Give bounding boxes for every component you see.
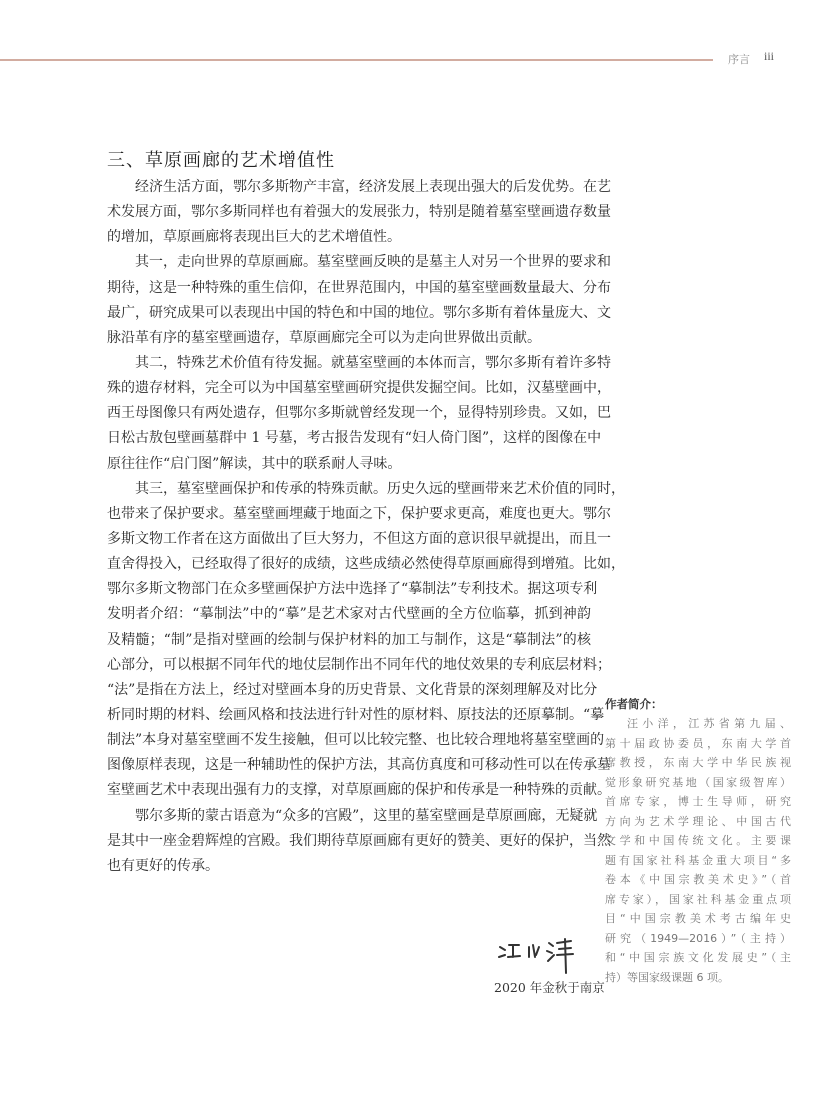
bio-line: 文学和中国传统文化。主要课 (605, 834, 791, 847)
signature-date-place: 2020 年金秋于南京 (494, 980, 605, 995)
bio-line: 目“中国宗教美术考古编年史 (605, 912, 791, 925)
text-line: 发明者介绍：“摹制法”中的“摹”是艺术家对古代壁画的全方位临摹，抓到神韵 (107, 606, 591, 623)
text-line: 其二，特殊艺术价值有待发掘。就墓室壁画的本体而言，鄂尔多斯有着许多特 (135, 354, 611, 371)
text-line: 制法”本身对墓室壁画不发生接触，但可以比较完整、也比较合理地将墓室壁画的 (107, 732, 605, 749)
paragraph (107, 250, 611, 351)
paragraph (107, 804, 611, 879)
paragraph (107, 351, 611, 477)
bio-line: 汪小洋，江苏省第九届、 (627, 717, 791, 730)
bio-line: 研究（1949—2016）”（主持） (605, 931, 791, 945)
bio-line: 首席专家，博士生导师，研究 (605, 795, 791, 808)
bio-line: 第十届政协委员，东南大学首 (605, 736, 791, 750)
running-title: 序言 (728, 53, 750, 66)
text-line: 鄂尔多斯的蒙古语意为“众多的宫殿”，这里的墓室壁画是草原画廊，无疑就 (135, 807, 598, 824)
text-line: 西王母图像只有两处遗存，但鄂尔多斯就曾经发现一个，显得特别珍贵。又如，巴 (107, 405, 611, 422)
text-line: 其一，走向世界的草原画廊。墓室壁画反映的是墓主人对另一个世界的要求和 (135, 254, 611, 271)
text-line: “法”是指在方法上，经过对壁画本身的历史背景、文化背景的深刻理解及对比分 (107, 681, 598, 698)
text-line: 是其中一座金碧辉煌的宫殿。我们期待草原画廊有更好的赞美、更好的保护，当然 (107, 832, 611, 849)
text-line: 心部分，可以根据不同年代的地仗层制作出不同年代的地仗效果的专利底层材料； (107, 656, 611, 673)
text-line: 术发展方面，鄂尔多斯同样也有着强大的发展张力，特别是随着墓室壁画遗存数量 (107, 204, 611, 221)
bio-line: 持）等国家级课题 6 项。 (605, 970, 729, 984)
text-line: 鄂尔多斯文物部门在众多壁画保护方法中选择了“摹制法”专利技术。据这项专利 (107, 581, 598, 598)
text-line: 日松古敖包壁画墓群中 1 号墓，考古报告发现有“妇人倚门图”，这样的图像在中 (107, 430, 602, 447)
header-rule (0, 59, 713, 61)
body-text (107, 175, 625, 879)
text-line: 的增加，草原画廊将表现出巨大的艺术增值性。 (107, 229, 401, 246)
text-line: 多斯文物工作者在这方面做出了巨大努力，不但这方面的意识很早就提出，而且一 (107, 530, 611, 547)
signature-image (497, 935, 577, 979)
bio-line: 和“中国宗族文化发展史”（主 (605, 951, 791, 964)
text-line: 直舍得投入，已经取得了很好的成绩，这些成绩必然使得草原画廊得到增殖。比如， (107, 556, 625, 573)
bio-line: 席专家），国家社科基金重点项 (605, 892, 791, 906)
text-line: 经济生活方面，鄂尔多斯物产丰富，经济发展上表现出强大的后发优势。在艺 (135, 179, 611, 195)
author-bio-heading: 作者简介： (605, 697, 663, 711)
text-line: 及精髓；“制”是指对壁画的绘制与保护材料的加工与制作，这是“摹制法”的核 (107, 631, 591, 648)
text-line: 析同时期的材料、绘画风格和技法进行针对性的原材料、原技法的还原摹制。“摹 (107, 706, 605, 723)
page-number: iii (764, 49, 775, 63)
author-bio (605, 694, 791, 987)
text-line: 也有更好的传承。 (107, 857, 219, 874)
text-line: 最广，研究成果可以表现出中国的特色和中国的地位。鄂尔多斯有着体量庞大、文 (107, 304, 611, 321)
paragraph (107, 477, 625, 804)
bio-line: 方向为艺术学理论、中国古代 (605, 814, 791, 828)
bio-line: 题有国家社科基金重大项目“多 (605, 853, 791, 867)
paragraph (107, 175, 611, 250)
bio-line: 卷本《中国宗教美术史》”（首 (605, 873, 791, 886)
text-line: 室壁画艺术中表现出强有力的支撑，对草原画廊的保护和传承是一种特殊的贡献。 (107, 782, 611, 799)
text-line: 图像原样表现，这是一种辅助性的保护方法，其高仿真度和可移动性可以在传承墓 (107, 757, 611, 774)
bio-line: 觉形象研究基地（国家级智库） (605, 775, 791, 789)
text-line: 也带来了保护要求。墓室壁画埋藏于地面之下，保护要求更高，难度也更大。鄂尔 (107, 505, 611, 522)
text-line: 原往往作“启门图”解读，其中的联系耐人寻味。 (107, 455, 402, 472)
bio-line: 席教授，东南大学中华民族视 (605, 756, 791, 769)
text-line: 其三，墓室壁画保护和传承的特殊贡献。历史久远的壁画带来艺术价值的同时， (135, 480, 625, 497)
text-line: 脉沿革有序的墓室壁画遗存，草原画廊完全可以为走向世界做出贡献。 (107, 329, 541, 346)
text-line: 期待，这是一种特殊的重生信仰，在世界范围内，中国的墓室壁画数量最大、分布 (107, 279, 611, 296)
section-title: 三、草原画廊的艺术增值性 (107, 150, 335, 171)
text-line: 殊的遗存材料，完全可以为中国墓室壁画研究提供发掘空间。比如，汉墓壁画中， (107, 380, 611, 397)
